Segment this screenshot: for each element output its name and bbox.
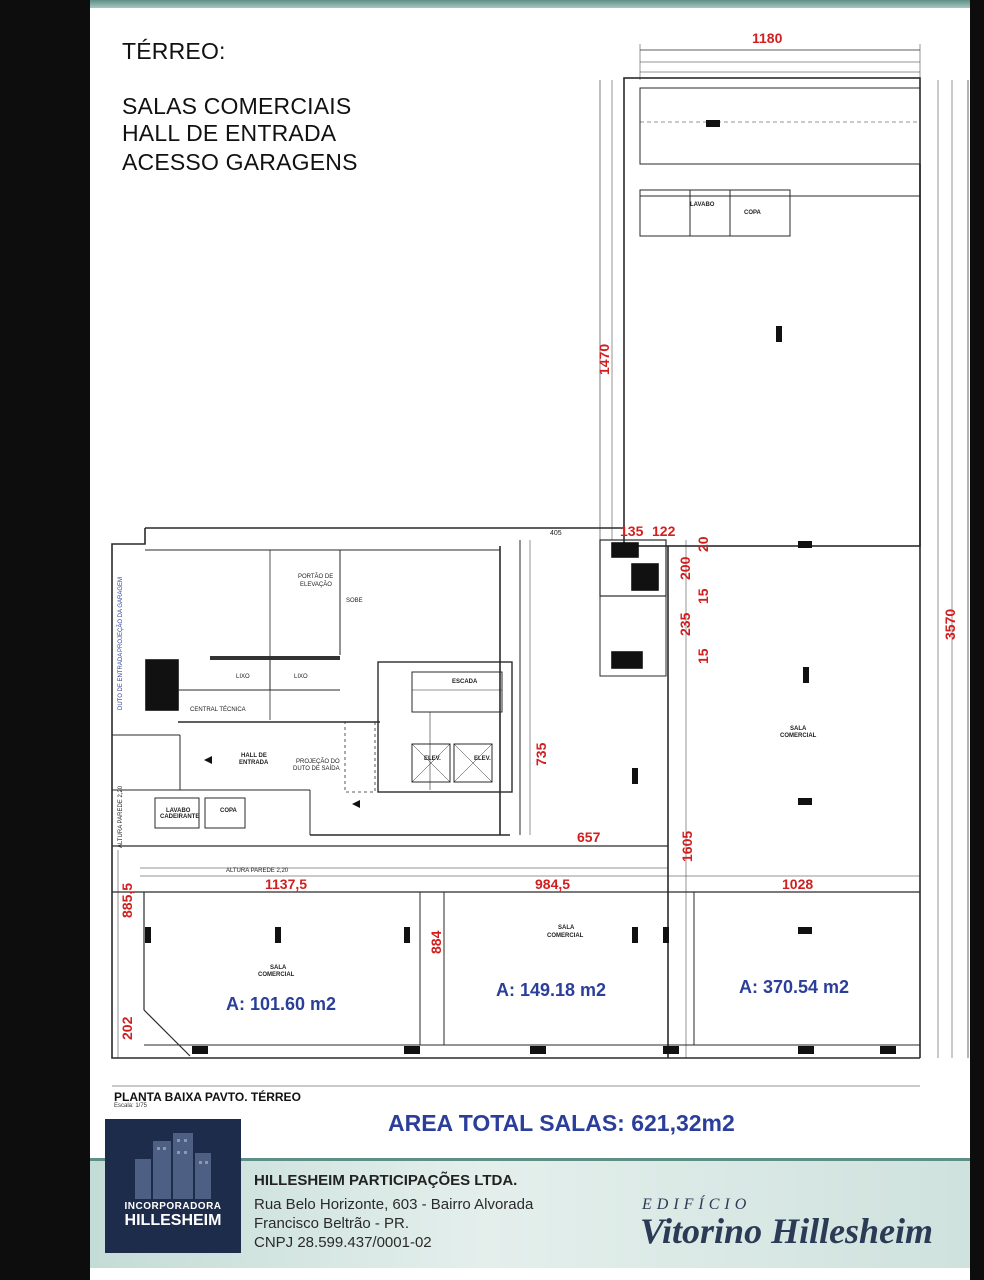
label-sala-right: SALA	[790, 726, 807, 732]
label-hall-2: ENTRADA	[239, 760, 269, 766]
area-total: AREA TOTAL SALAS: 621,32m2	[388, 1110, 735, 1136]
dim-405: 405	[550, 530, 562, 537]
label-copa-low: COPA	[220, 808, 237, 814]
logo-text-1: INCORPORADORA	[124, 1201, 222, 1212]
area-left: A: 101.60 m2	[226, 994, 337, 1014]
label-sobe: SOBE	[346, 598, 363, 604]
floor-title: TÉRREO:	[122, 38, 226, 64]
label-projecao-1: PROJEÇÃO DO	[296, 759, 340, 765]
upper-block-outline	[624, 78, 920, 546]
dim-20: 20	[695, 536, 711, 552]
label-portao: PORTÃO DE	[298, 574, 334, 580]
label-central: CENTRAL TÉCNICA	[190, 707, 246, 713]
stair-box	[412, 672, 502, 712]
building-label: EDIFÍCIO	[642, 1196, 752, 1213]
label-elev-2: ELEV.	[474, 756, 491, 762]
label-lavabo-cad-2: CADEIRANTE	[160, 814, 200, 820]
header-line-2: HALL DE ENTRADA	[122, 120, 337, 146]
label-projecao-garagem: PROJEÇÃO DA GARAGEM	[118, 576, 124, 652]
dim-122: 122	[652, 523, 676, 539]
dim-1470: 1470	[596, 343, 612, 375]
label-altura: ALTURA PAREDE 2,20	[226, 868, 289, 874]
dim-884: 884	[428, 930, 444, 954]
label-projecao-2: DUTO DE SAÍDA	[293, 766, 340, 772]
dim-202: 202	[119, 1016, 135, 1040]
label-sala-left: SALA	[270, 965, 287, 971]
label-sala-mid: SALA	[558, 925, 575, 931]
dim-1180: 1180	[752, 30, 783, 46]
label-hall-1: HALL DE	[241, 753, 267, 759]
dim-1028: 1028	[782, 876, 814, 892]
label-sala-mid-sub: COMERCIAL	[547, 933, 584, 939]
label-lavabo-cad-1: LAVABO	[166, 808, 191, 814]
header-line-1: SALAS COMERCIAIS	[122, 93, 352, 119]
label-copa-top: COPA	[744, 210, 761, 216]
label-sala-right-sub: COMERCIAL	[780, 733, 817, 739]
upper-strip	[640, 88, 920, 164]
plan-scale: Escala: 1/75	[114, 1103, 148, 1109]
label-escada: ESCADA	[452, 679, 478, 685]
dim-235: 235	[677, 612, 693, 636]
label-elev-1: ELEV.	[424, 756, 441, 762]
label-lixo-2: LIXO	[294, 674, 308, 680]
company-city: Francisco Beltrão - PR.	[254, 1215, 410, 1232]
label-altura-vertical: ALTURA PAREDE 2,20	[118, 785, 124, 848]
company-name: HILLESHEIM PARTICIPAÇÕES LTDA.	[254, 1172, 518, 1189]
label-lixo-1: LIXO	[236, 674, 250, 680]
building-icon	[105, 1119, 241, 1253]
dim-885: 885,5	[119, 882, 135, 918]
building-name: Vitorino Hillesheim	[640, 1211, 934, 1251]
dim-735: 735	[533, 742, 549, 766]
dim-15a: 15	[695, 588, 711, 604]
wc-block	[640, 190, 790, 236]
dim-1137: 1137,5	[265, 876, 308, 892]
company-address: Rua Belo Horizonte, 603 - Bairro Alvorada	[254, 1196, 534, 1213]
company-logo	[105, 1119, 241, 1253]
dim-657: 657	[577, 829, 601, 845]
area-middle: A: 149.18 m2	[496, 980, 607, 1000]
duto-block	[146, 660, 178, 710]
label-portao-2: ELEVAÇÃO	[300, 582, 332, 588]
label-lavabo-top: LAVABO	[690, 202, 715, 208]
dim-3570: 3570	[942, 608, 958, 640]
dim-15b: 15	[695, 648, 711, 664]
label-duto-entrada: DUTO DE ENTRADA	[118, 652, 124, 710]
dim-135: 135	[620, 523, 644, 539]
dim-1605: 1605	[679, 830, 695, 862]
area-right: A: 370.54 m2	[739, 977, 850, 997]
plan-caption: PLANTA BAIXA PAVTO. TÉRREO	[114, 1090, 301, 1104]
logo-text-2: HILLESHEIM	[124, 1212, 222, 1229]
label-sala-left-sub: COMERCIAL	[258, 972, 295, 978]
dim-200: 200	[677, 556, 693, 580]
company-cnpj: CNPJ 28.599.437/0001-02	[254, 1234, 432, 1251]
dim-984: 984,5	[535, 876, 571, 892]
header-line-3: ACESSO GARAGENS	[122, 149, 358, 175]
